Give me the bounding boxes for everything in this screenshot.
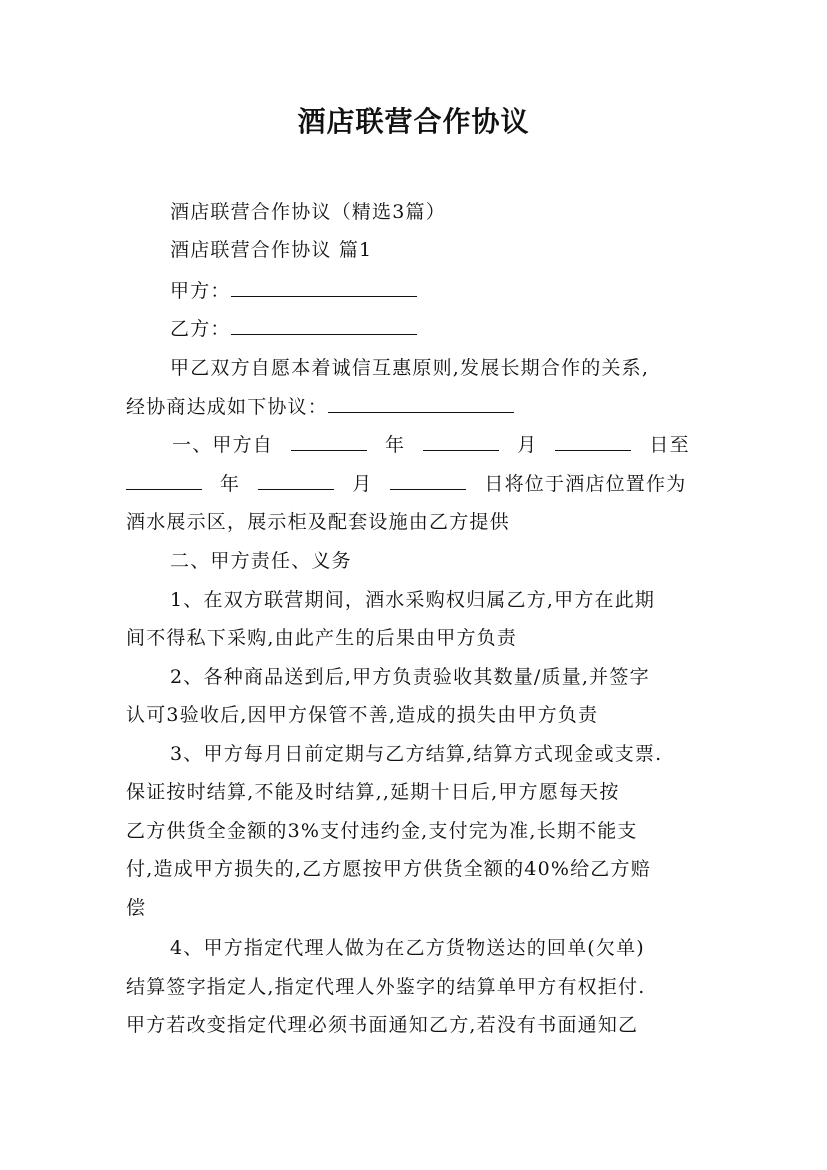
paragraph-line: 付,造成甲方损失的,乙方愿按甲方供货全额的40%给乙方赔 — [126, 858, 651, 880]
paragraph-line: 4、甲方指定代理人做为在乙方货物送达的回单(欠单) — [170, 937, 645, 959]
date-text: 月 — [517, 434, 538, 456]
date-text: 年 — [385, 434, 406, 456]
paragraph-line: 甲方若改变指定代理必须书面通知乙方,若没有书面通知乙 — [126, 1014, 639, 1036]
paragraph-line — [126, 393, 514, 421]
paragraph-line: 结算签字指定人,指定代理人外鉴字的结算单甲方有权拒付. — [126, 976, 646, 998]
date-text: 日至 — [649, 434, 690, 456]
paragraph-line: 间不得私下采购,由此产生的后果由甲方负责 — [126, 627, 518, 649]
party-a-label: 甲方： — [170, 280, 231, 302]
date-text: 日将位于酒店位置作为 — [484, 473, 687, 495]
paragraph-line: 保证按时结算,不能及时结算,,延期十日后,甲方愿每天按 — [126, 781, 620, 803]
party-b-label: 乙方： — [170, 318, 231, 340]
paragraph-line: 2、各种商品送到后,甲方负责验收其数量/质量,并签字 — [170, 666, 650, 688]
date-blank — [258, 471, 334, 490]
paragraph-line: 酒水展示区，展示柜及配套设施由乙方提供 — [126, 511, 510, 533]
date-text: 月 — [352, 473, 373, 495]
paragraph-line: 甲乙双方自愿本着诚信互惠原则,发展长期合作的关系, — [170, 357, 650, 379]
section-heading: 酒店联营合作协议 篇1 — [170, 239, 373, 261]
date-blank — [291, 432, 367, 451]
section-heading: 二、甲方责任、义务 — [170, 550, 352, 572]
agreement-label: 经协商达成如下协议： — [126, 396, 329, 418]
date-blank — [423, 432, 499, 451]
paragraph-line: 乙方供货全金额的3%支付违约金,支付完为准,长期不能支 — [126, 820, 638, 842]
paragraph-line: 偿 — [126, 897, 147, 919]
party-a-line — [170, 277, 417, 305]
agreement-blank — [328, 394, 514, 413]
date-line-2 — [126, 470, 686, 498]
document-title: 酒店联营合作协议 — [297, 105, 530, 138]
party-b-line — [170, 315, 417, 343]
party-b-blank — [231, 316, 417, 335]
paragraph-line: 认可3验收后,因甲方保管不善,造成的损失由甲方负责 — [126, 704, 599, 726]
paragraph-line: 1、在双方联营期间，酒水采购权归属乙方,甲方在此期 — [170, 589, 656, 611]
date-text: 一、甲方自 — [172, 434, 274, 456]
date-blank — [390, 471, 466, 490]
subtitle-line: 酒店联营合作协议（精选3篇） — [170, 201, 446, 223]
date-blank — [126, 471, 202, 490]
date-line-1 — [172, 431, 690, 459]
paragraph-line: 3、甲方每月日前定期与乙方结算,结算方式现金或支票. — [170, 743, 663, 765]
date-blank — [555, 432, 631, 451]
date-text: 年 — [220, 473, 241, 495]
party-a-blank — [231, 278, 417, 297]
